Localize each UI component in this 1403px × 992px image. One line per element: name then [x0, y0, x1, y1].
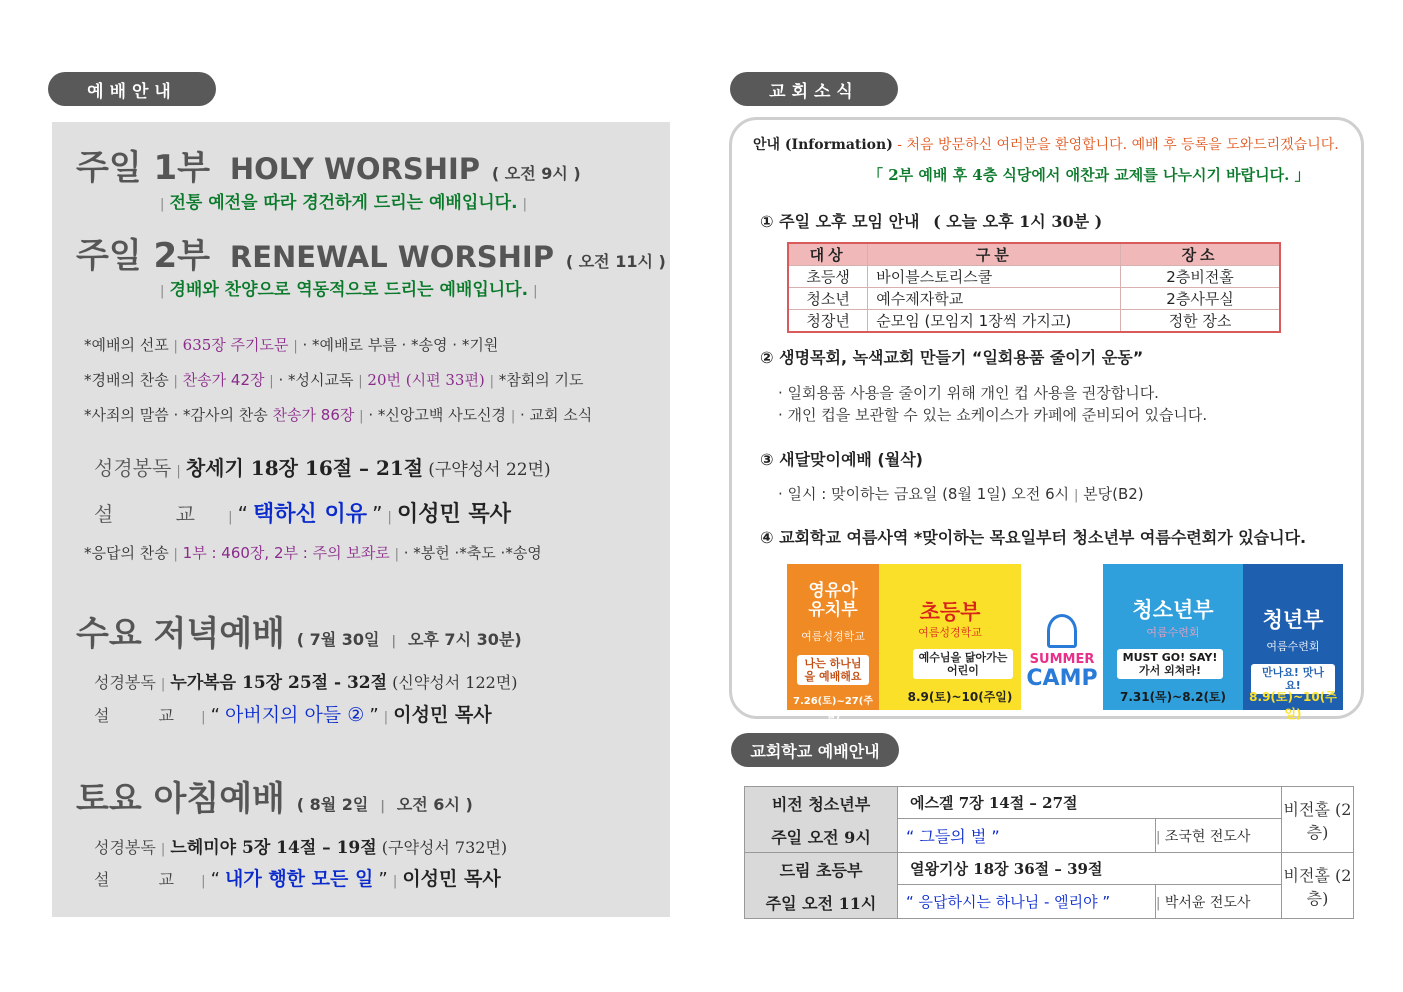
table-cell: 초등생	[788, 266, 868, 288]
item4-heading	[760, 525, 1306, 548]
camp-panel-infant	[787, 564, 879, 722]
camp-infant-title2: 유치부	[808, 600, 858, 620]
order-hymn-86: 찬송가 86장	[272, 406, 355, 424]
camp-summer-text: SUMMER	[1029, 652, 1095, 667]
table-row: “ 그들의 벌 ” | 조국현 전도사	[745, 819, 1354, 853]
wednesday-sermon-title: 아버지의 아들 ②	[225, 704, 365, 726]
order-line-3: *사죄의 말씀 · *감사의 찬송 찬송가 86장 | · *신앙고백 사도신경 | · 교회 소식	[84, 406, 593, 424]
info-label: 안내 (Information)	[753, 137, 893, 153]
service1-desc-row: | 전통 예전을 따라 경건하게 드리는 예배입니다. |	[160, 193, 528, 213]
school-r1-sermon: “ 그들의 벌 ”	[898, 819, 1156, 853]
table-cell: 바이블스토리스쿨	[868, 266, 1121, 288]
order-responsive-reading: · *성시교독	[278, 371, 354, 389]
table-row	[788, 288, 1280, 310]
item1-title: 주일 오후 모임 안내	[779, 212, 920, 231]
saturday-sermon-label: 설 교	[94, 870, 196, 889]
worship-section-title: 예배안내	[48, 72, 216, 106]
response-hymn: *응답의 찬송	[84, 544, 169, 562]
service1-desc: 전통 예전을 따라 경건하게 드리는 예배입니다.	[169, 193, 518, 213]
camp-adult-sub: 여름수련회	[1266, 640, 1320, 653]
service1-title	[76, 140, 581, 189]
camp-youth-sub: 여름수련회	[1146, 626, 1200, 639]
response-line: *응답의 찬송 | 1부 : 460장, 2부 : 주의 보좌로 | · *봉헌 ·*축도 ·*송영	[84, 544, 542, 562]
wednesday-preacher: 이성민 목사	[393, 704, 492, 726]
item3-detail: · 일시 : 맞이하는 금요일 (8월 1일) 오전 6시 | 본당(B2)	[778, 485, 1144, 503]
sermon-title: 택하신 이유	[253, 502, 367, 527]
wednesday-reading-label: 성경봉독	[94, 673, 156, 692]
table-cell: 2층사무실	[1121, 288, 1280, 310]
sermon-label: 설 교	[94, 502, 223, 526]
table-cell: 순모임 (모임지 1장씩 가지고)	[868, 310, 1121, 333]
school-r1-preacher: 조국현 전도사	[1164, 828, 1251, 845]
saturday-time: 오전 6시 )	[396, 795, 473, 814]
order-praise: *경배의 찬송	[84, 371, 169, 389]
saturday-title-row: 토요 아침예배 ( 8월 2일 | 오전 6시 )	[76, 779, 473, 819]
school-r2-sermon: “ 응답하시는 하나님 - 엘리야 ”	[898, 885, 1156, 919]
wednesday-reading: 성경봉독 | 누가복음 15장 25절 - 32절 (신약성서 122면)	[94, 673, 518, 693]
camp-youth-date: 7.31(목)~8.2(토)	[1119, 690, 1227, 704]
order-news: · 교회 소식	[520, 406, 593, 424]
school-r2-dept: 드림 초등부	[779, 860, 863, 880]
saturday-reading-label: 성경봉독	[94, 838, 156, 857]
reading-label: 성경봉독	[94, 456, 172, 480]
school-r2-place: 비전홀 (2층)	[1282, 853, 1354, 919]
service2-title-ko: 주일 2부	[76, 236, 211, 276]
camp-infant-title1: 영유아	[808, 581, 858, 601]
school-r1-time: 주일 오전 9시	[771, 827, 871, 847]
table-row	[788, 266, 1280, 288]
header-target: 대상	[788, 243, 868, 266]
table-cell: 2층비전홀	[1121, 266, 1280, 288]
order-hymn-635: 635장 주기도문	[182, 336, 289, 354]
response-offering: · *봉헌 ·*축도 ·*송영	[403, 544, 542, 562]
saturday-title: 토요 아침예배	[76, 779, 285, 819]
saturday-date: ( 8월 2일	[296, 795, 369, 814]
order-invocation: · *예배로 부름 · *송영 · *기원	[302, 336, 499, 354]
meeting-table-header	[788, 243, 1280, 266]
service2-title-en: RENEWAL WORSHIP	[229, 240, 554, 274]
info-text: - 처음 방문하신 여러분을 환영합니다. 예배 후 등록을 도와드리겠습니다.	[897, 137, 1339, 153]
saturday-passage: 느헤미야 5장 14절 – 19절	[170, 838, 377, 858]
item2-bullet2: · 개인 컵을 보관할 수 있는 쇼케이스가 카페에 준비되어 있습니다.	[778, 406, 1208, 424]
header-category: 구분	[868, 243, 1121, 266]
item4-num: ④	[760, 528, 774, 547]
sunday-reading: 성경봉독 | 창세기 18장 16절 – 21절 (구약성서 22면)	[94, 456, 551, 480]
order-confession: *참회의 기도	[498, 371, 584, 389]
sunday-sermon: 설 교 | “ 택하신 이유 ” | 이성민 목사	[94, 502, 511, 527]
school-table	[744, 786, 1354, 919]
wednesday-title-row: 수요 저녁예배 ( 7월 30일 | 오후 7시 30분)	[76, 614, 522, 654]
saturday-sermon-title: 내가 행한 모든 일	[225, 868, 374, 890]
camp-elem-theme: 예수님을 닮아가는 어린이	[913, 649, 1013, 679]
item3-title: 새달맞이예배 (월삭)	[779, 450, 923, 469]
table-cell: 청장년	[788, 310, 868, 333]
camp-adult-title: 청년부	[1262, 608, 1324, 632]
school-r2-preacher: 박서윤 전도사	[1164, 894, 1251, 911]
camp-panel-youth	[1103, 564, 1243, 710]
wednesday-title: 수요 저녁예배	[76, 614, 285, 654]
service1-title-en: HOLY WORSHIP	[229, 152, 481, 186]
camp-adult-theme: 만나요! 맛나요!	[1251, 664, 1335, 694]
fellowship-note: 「 2부 예배 후 4층 식당에서 애찬과 교제를 나누시기 바랍니다. 」	[868, 166, 1310, 184]
table-cell: 정한 장소	[1121, 310, 1280, 333]
school-r1-dept: 비전 청소년부	[771, 794, 871, 814]
camp-panel-summer	[1021, 564, 1103, 710]
camp-adult-date: 8.9(토)~10(주일)	[1249, 690, 1337, 721]
wednesday-date: ( 7월 30일	[296, 630, 380, 649]
table-row	[788, 310, 1280, 333]
order-creed: · *신앙고백 사도신경	[368, 406, 507, 424]
summer-camp-banner	[787, 564, 1343, 722]
item2-heading	[760, 345, 1143, 368]
header-place: 장소	[1121, 243, 1280, 266]
wednesday-passage: 누가복음 15장 25절 - 32절	[170, 673, 388, 693]
table-row	[745, 853, 1354, 885]
wednesday-note: (신약성서 122면)	[392, 673, 518, 692]
saturday-sermon: 설 교 | “ 내가 행한 모든 일 ” | 이성민 목사	[94, 868, 501, 890]
item1-num: ①	[760, 212, 774, 231]
school-r2-time: 주일 오전 11시	[765, 893, 877, 913]
reading-note: (구약성서 22면)	[428, 460, 551, 480]
order-psalm: 20번 (시편 33편)	[367, 371, 485, 389]
order-hymn-42: 찬송가 42장	[182, 371, 265, 389]
wednesday-sermon-label: 설 교	[94, 706, 196, 725]
camp-elem-sub: 여름성경학교	[918, 626, 982, 639]
tent-icon	[1047, 614, 1077, 648]
saturday-preacher: 이성민 목사	[402, 868, 501, 890]
school-r1-passage: 에스겔 7장 14절 – 27절	[898, 787, 1282, 819]
saturday-note: (구약성서 732면)	[381, 838, 508, 857]
camp-infant-theme: 나는 하나님을 예배해요	[797, 655, 869, 685]
item3-num: ③	[760, 450, 774, 469]
info-line	[753, 134, 1339, 154]
service1-title-ko: 주일 1부	[76, 148, 211, 188]
reading-passage: 창세기 18장 16절 – 21절	[185, 456, 424, 480]
item3-datetime: · 일시 : 맞이하는 금요일 (8월 1일) 오전 6시	[778, 485, 1070, 503]
service2-desc-row: | 경배와 찬양으로 역동적으로 드리는 예배입니다. |	[160, 280, 538, 300]
order-call: *예배의 선포	[84, 336, 169, 354]
camp-infant-sub: 여름성경학교	[801, 630, 865, 643]
meeting-table	[787, 242, 1281, 333]
response-hymn-numbers: 1부 : 460장, 2부 : 주의 보좌로	[182, 544, 390, 562]
wednesday-sermon: 설 교 | “ 아버지의 아들 ② ” | 이성민 목사	[94, 704, 492, 726]
school-r2-passage: 열왕기상 18장 36절 – 39절	[898, 853, 1282, 885]
news-section-title: 교회소식	[730, 72, 898, 106]
item2-num: ②	[760, 348, 774, 367]
school-section-title: 교회학교 예배안내	[731, 733, 899, 767]
service2-time: ( 오전 11시 )	[565, 252, 666, 271]
camp-youth-theme: MUST GO! SAY! 가서 외쳐라!	[1117, 649, 1223, 679]
camp-camp-text: CAMP	[1026, 666, 1098, 691]
order-line-2: *경배의 찬송 | 찬송가 42장 | · *성시교독 | 20번 (시편 33편) | *참회의 기도	[84, 371, 584, 389]
camp-elem-date: 8.9(토)~10(주일)	[907, 690, 1013, 704]
item3-heading	[760, 447, 923, 470]
camp-panel-elementary	[879, 564, 1021, 710]
item3-place: 본당(B2)	[1083, 485, 1144, 503]
item2-bullet1: · 일회용품 사용을 줄이기 위해 개인 컵 사용을 권장합니다.	[778, 384, 1159, 402]
service2-title	[76, 228, 666, 277]
camp-panel-young-adult	[1243, 564, 1343, 721]
camp-elem-title: 초등부	[919, 600, 981, 624]
service1-time: ( 오전 9시 )	[491, 164, 581, 183]
item1-heading	[760, 209, 1102, 232]
camp-youth-title: 청소년부	[1132, 598, 1214, 622]
table-row	[745, 787, 1354, 819]
order-absolution: *사죄의 말씀 · *감사의 찬송	[84, 406, 268, 424]
table-cell: 청소년	[788, 288, 868, 310]
camp-infant-date: 7.26(토)~27(주일)	[793, 696, 873, 722]
item2-title: 생명목회, 녹색교회 만들기 “일회용품 줄이기 운동”	[779, 348, 1144, 367]
service2-desc: 경배와 찬양으로 역동적으로 드리는 예배입니다.	[169, 280, 529, 300]
order-line-1: *예배의 선포 | 635장 주기도문 | · *예배로 부름 · *송영 · *기원	[84, 336, 499, 354]
table-cell: 예수제자학교	[868, 288, 1121, 310]
sermon-preacher: 이성민 목사	[397, 502, 511, 527]
wednesday-time: 오후 7시 30분)	[407, 630, 522, 649]
item4-title: 교회학교 여름사역 *맞이하는 목요일부터 청소년부 여름수련회가 있습니다.	[779, 528, 1307, 547]
school-r1-place: 비전홀 (2층)	[1282, 787, 1354, 853]
saturday-reading: 성경봉독 | 느헤미야 5장 14절 – 19절 (구약성서 732면)	[94, 838, 508, 858]
table-row: “ 응답하시는 하나님 - 엘리야 ” | 박서윤 전도사	[745, 885, 1354, 919]
item1-time: ( 오늘 오후 1시 30분 )	[933, 212, 1103, 231]
